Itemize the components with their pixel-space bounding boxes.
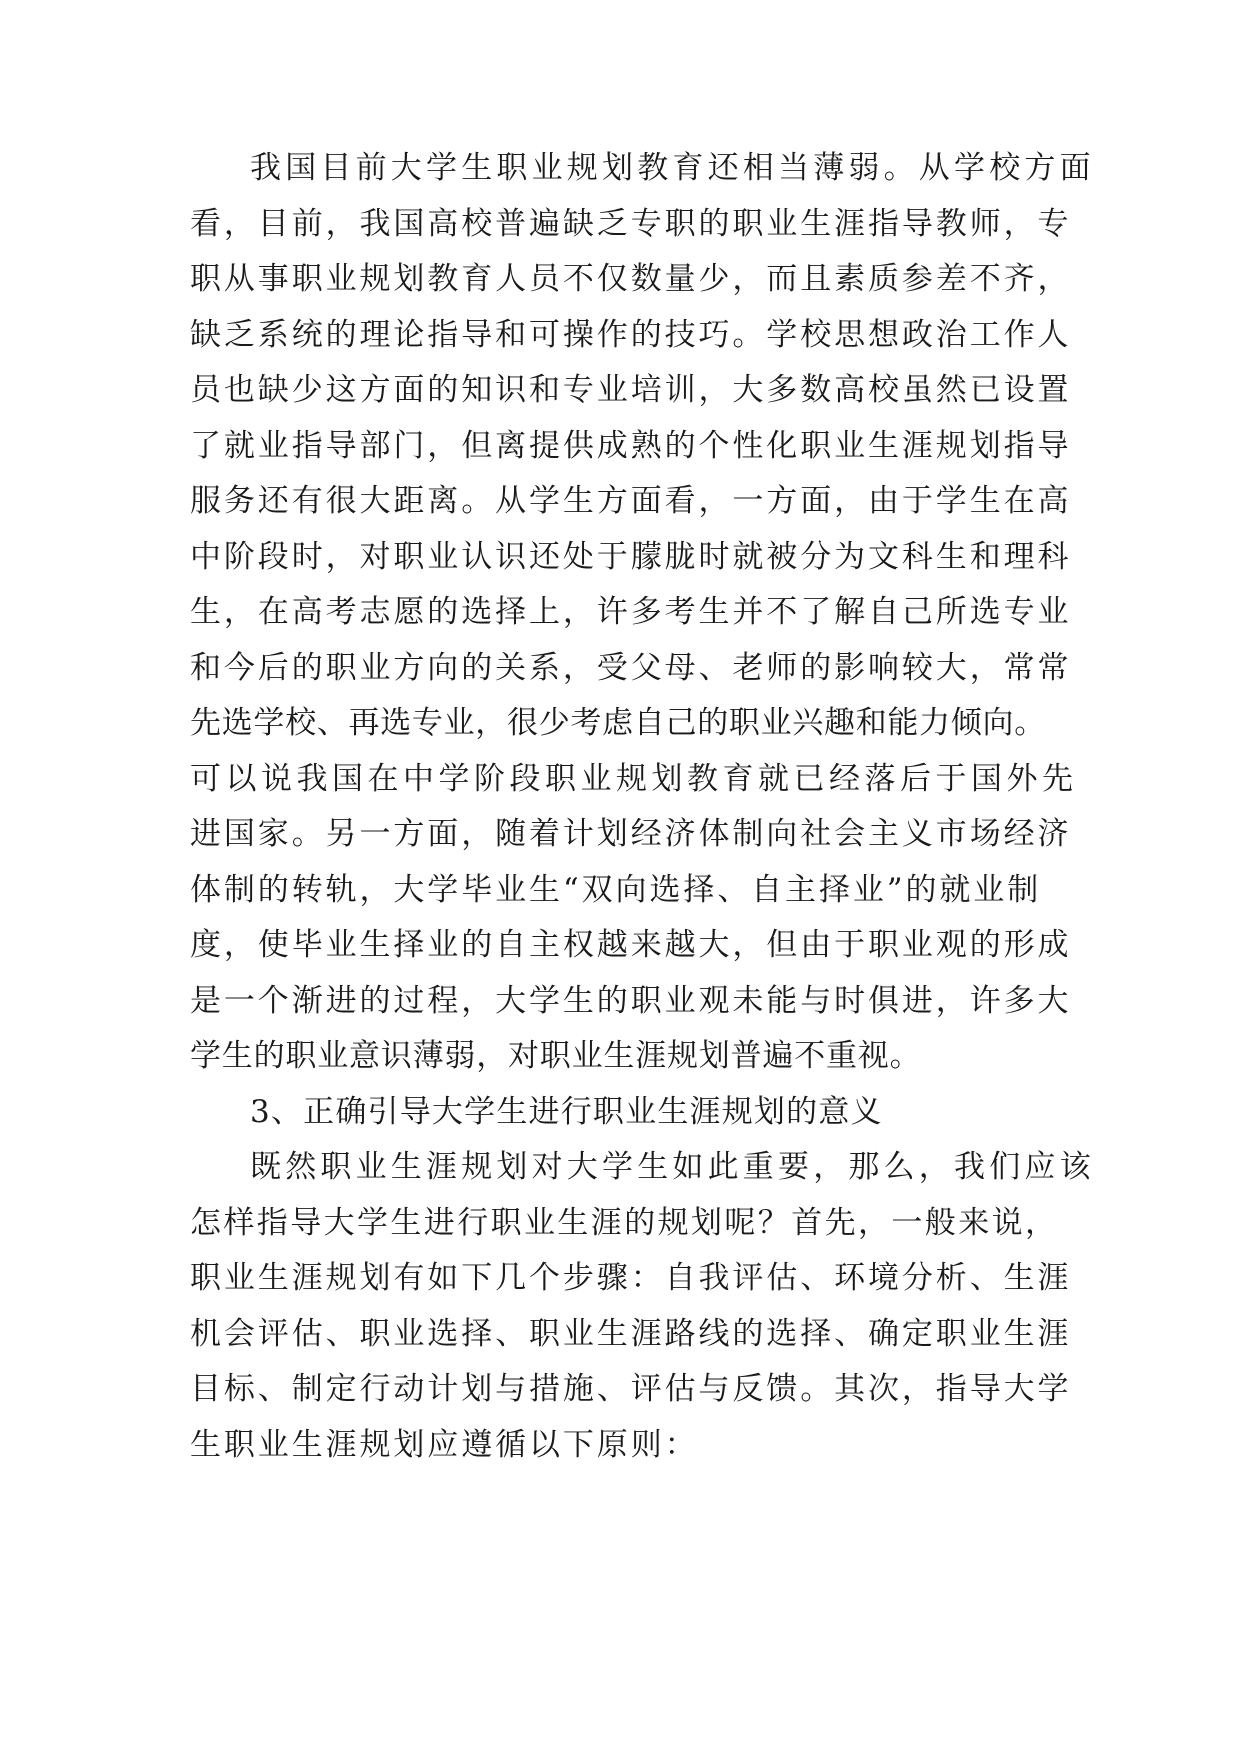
paragraph-line: 缺乏系统的理论指导和可操作的技巧。学校思想政治工作人 — [190, 317, 1072, 353]
paragraph-line: 可以说我国在中学阶段职业规划教育就已经落后于国外先 — [190, 761, 1078, 797]
paragraph-line: 是一个渐进的过程，大学生的职业观未能与时俱进，许多大 — [190, 983, 1072, 1019]
paragraph-line: 我国目前大学生职业规划教育还相当薄弱。从学校方面 — [250, 150, 1095, 186]
paragraph-line: 怎样指导大学生进行职业生涯的规划呢？首先，一般来说， — [190, 1205, 1059, 1241]
section-heading: 3、正确引导大学生进行职业生涯规划的意义 — [250, 1094, 883, 1130]
paragraph-line: 目标、制定行动计划与措施、评估与反馈。其次，指导大学 — [190, 1371, 1072, 1407]
paragraph-line: 职业生涯规划有如下几个步骤：自我评估、环境分析、生涯 — [190, 1260, 1072, 1296]
paragraph-line: 了就业指导部门，但离提供成熟的个性化职业生涯规划指导 — [190, 428, 1072, 464]
paragraph-line: 既然职业生涯规划对大学生如此重要，那么，我们应该 — [250, 1149, 1095, 1185]
paragraph-line: 员也缺少这方面的知识和专业培训，大多数高校虽然已设置 — [190, 372, 1072, 408]
paragraph-line: 先选学校、再选专业，很少考虑自己的职业兴趣和能力倾向。 — [190, 705, 1046, 741]
paragraph-line: 中阶段时，对职业认识还处于朦胧时就被分为文科生和理科 — [190, 539, 1072, 575]
paragraph-line: 服务还有很大距离。从学生方面看，一方面，由于学生在高 — [190, 483, 1072, 519]
paragraph-line: 学生的职业意识薄弱，对职业生涯规划普遍不重视。 — [190, 1038, 922, 1074]
paragraph-line: 机会评估、职业选择、职业生涯路线的选择、确定职业生涯 — [190, 1316, 1072, 1352]
paragraph-line: 生，在高考志愿的选择上，许多考生并不了解自己所选专业 — [190, 594, 1072, 630]
paragraph-line: 生职业生涯规划应遵循以下原则： — [190, 1427, 699, 1463]
paragraph-line: 进国家。另一方面，随着计划经济体制向社会主义市场经济 — [190, 816, 1072, 852]
paragraph-line: 和今后的职业方向的关系，受父母、老师的影响较大，常常 — [190, 650, 1072, 686]
paragraph-line: 体制的转轨，大学毕业生“双向选择、自主择业”的就业制 — [190, 872, 1042, 908]
paragraph-line: 度，使毕业生择业的自主权越来越大，但由于职业观的形成 — [190, 927, 1072, 963]
paragraph-line: 看，目前，我国高校普遍缺乏专职的职业生涯指导教师，专 — [190, 206, 1072, 242]
paragraph-line: 职从事职业规划教育人员不仅数量少，而且素质参差不齐， — [190, 261, 1072, 297]
